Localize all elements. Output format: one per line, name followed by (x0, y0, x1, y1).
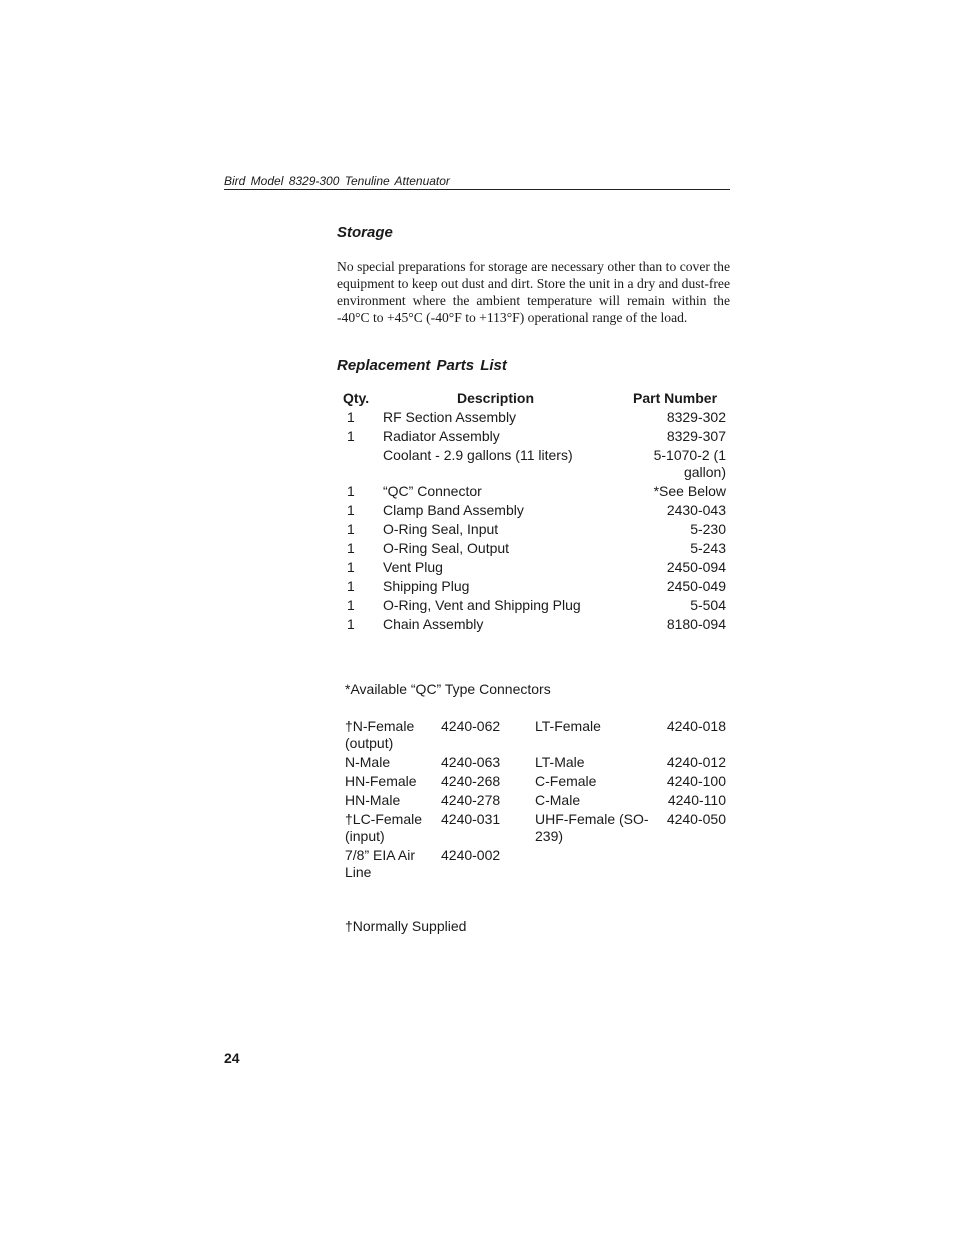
parts-description-cell-text: Coolant - 2.9 gallons (11 liters) (383, 447, 573, 463)
parts-description-cell (383, 616, 633, 635)
parts-row (337, 483, 732, 502)
parts-description-cell-text: RF Section Assembly (383, 409, 517, 425)
connector-part-number-cell: 4240-018 (666, 718, 726, 734)
parts-row (337, 447, 732, 483)
connector-name-cell: LT-Female (535, 718, 601, 734)
parts-part-number-cell-text: 2430-043 (666, 502, 726, 518)
parts-part-number-cell-text: 8329-307 (666, 428, 726, 444)
connector-row (345, 792, 730, 811)
storage-paragraph: No special preparations for storage are necessary other than to cover the equipment to keep out dust and dirt. Store the unit in a dry and dust-free environment where the ambient temperature will remain within the -40°C to +45°C (-40°F to +113°F) operational range of the load. (337, 259, 730, 325)
connector-row (345, 847, 730, 883)
parts-qty-cell-text: 1 (347, 502, 355, 518)
parts-description-cell (383, 578, 633, 597)
parts-description-cell (383, 521, 633, 540)
connector-part-number-cell: 4240-050 (666, 811, 726, 827)
connector-part-number-cell: 4240-031 (441, 811, 501, 827)
parts-qty-cell (337, 578, 383, 597)
page-number: 24 (224, 1050, 240, 1066)
connector-name-cell (535, 847, 649, 883)
parts-qty-cell-text: 1 (347, 409, 355, 425)
parts-qty-cell (337, 521, 383, 540)
parts-qty-cell (337, 616, 383, 635)
parts-row (337, 540, 732, 559)
connector-part-number-cell: 4240-278 (441, 792, 501, 808)
parts-description-cell (383, 597, 633, 616)
parts-qty-cell-text: 1 (347, 597, 355, 613)
parts-table-header (337, 390, 732, 409)
parts-description-cell (383, 428, 633, 447)
storage-heading: Storage (337, 224, 393, 241)
parts-description-cell-text: Chain Assembly (383, 616, 484, 632)
parts-row (337, 428, 732, 447)
parts-qty-cell-text: 1 (347, 540, 355, 556)
parts-part-number-cell (633, 616, 732, 635)
parts-description-cell-text: Vent Plug (383, 559, 443, 575)
parts-description-cell-text: Clamp Band Assembly (383, 502, 524, 518)
parts-description-cell (383, 483, 633, 502)
connectors-table (345, 718, 730, 883)
connector-name-cell: LT-Male (535, 754, 585, 770)
parts-qty-cell-text: 1 (347, 521, 355, 537)
parts-qty-cell (337, 483, 383, 502)
connector-name-cell: HN-Male (345, 792, 401, 808)
parts-description-cell (383, 447, 633, 483)
parts-row (337, 597, 732, 616)
parts-qty-cell (337, 540, 383, 559)
connector-name-cell: N-Male (345, 754, 391, 770)
parts-part-number-cell-text: 2450-049 (666, 578, 726, 594)
parts-description-cell (383, 409, 633, 428)
connector-part-number-cell (649, 847, 730, 883)
parts-qty-cell (337, 428, 383, 447)
parts-part-number-cell-text: 8180-094 (666, 616, 726, 632)
parts-part-number-cell-text: 5-230 (690, 521, 726, 537)
parts-qty-cell (337, 559, 383, 578)
parts-part-number-cell-text: 5-504 (690, 597, 726, 613)
parts-table (337, 390, 732, 635)
connector-part-number-cell: 4240-268 (441, 773, 501, 789)
parts-part-number-cell-text: 5-1070-2 (1 gallon) (653, 447, 726, 480)
running-header: Bird Model 8329-300 Tenuline Attenuator (224, 174, 730, 190)
parts-part-number-cell-text: 5-243 (690, 540, 726, 556)
description-column-header: Description (457, 390, 535, 406)
parts-row (337, 578, 732, 597)
parts-part-number-cell-text: 8329-302 (666, 409, 726, 425)
parts-part-number-cell (633, 578, 732, 597)
parts-part-number-cell-text: *See Below (653, 483, 726, 499)
connector-name-cell: HN-Female (345, 773, 417, 789)
parts-qty-cell-text: 1 (347, 616, 355, 632)
parts-row (337, 521, 732, 540)
parts-part-number-cell (633, 597, 732, 616)
parts-description-cell-text: O-Ring Seal, Input (383, 521, 499, 537)
parts-description-cell-text: Shipping Plug (383, 578, 470, 594)
parts-qty-cell-text: 1 (347, 578, 355, 594)
parts-qty-cell-text: 1 (347, 559, 355, 575)
connector-name-cell: 7/8” EIA Air Line (345, 847, 416, 880)
parts-part-number-cell (633, 540, 732, 559)
parts-description-cell (383, 540, 633, 559)
connector-part-number-cell: 4240-110 (667, 792, 726, 808)
parts-part-number-cell (633, 409, 732, 428)
connector-name-cell: †LC-Female (input) (345, 811, 423, 844)
connector-row (345, 754, 730, 773)
parts-description-cell-text: O-Ring, Vent and Shipping Plug (383, 597, 581, 613)
connector-part-number-cell: 4240-063 (441, 754, 501, 770)
qty-column-header: Qty. (343, 390, 370, 406)
connector-name-cell: UHF-Female (SO-239) (535, 811, 649, 844)
connector-name-cell: †N-Female (output) (345, 718, 415, 751)
parts-row (337, 409, 732, 428)
parts-row (337, 616, 732, 635)
connectors-heading: *Available “QC” Type Connectors (345, 681, 551, 697)
connector-name-cell: C-Female (535, 773, 597, 789)
parts-row (337, 559, 732, 578)
parts-description-cell (383, 502, 633, 521)
connector-part-number-cell: 4240-100 (666, 773, 726, 789)
parts-qty-cell (337, 597, 383, 616)
parts-description-cell-text: Radiator Assembly (383, 428, 500, 444)
parts-part-number-cell (633, 502, 732, 521)
parts-row (337, 502, 732, 521)
parts-part-number-cell (633, 559, 732, 578)
part-number-column-header: Part Number (633, 390, 718, 406)
connector-part-number-cell: 4240-002 (441, 847, 501, 863)
parts-part-number-cell-text: 2450-094 (666, 559, 726, 575)
parts-description-cell-text: O-Ring Seal, Output (383, 540, 510, 556)
parts-description-cell (383, 559, 633, 578)
parts-part-number-cell (633, 447, 732, 483)
parts-description-cell-text: “QC” Connector (383, 483, 482, 499)
parts-list-heading: Replacement Parts List (337, 357, 507, 374)
connector-part-number-cell: 4240-012 (666, 754, 726, 770)
parts-qty-cell-text: 1 (347, 428, 355, 444)
normally-supplied-footnote: †Normally Supplied (345, 918, 467, 934)
parts-qty-cell (337, 502, 383, 521)
parts-qty-cell (337, 447, 383, 483)
parts-part-number-cell (633, 521, 732, 540)
connector-part-number-cell: 4240-062 (441, 718, 501, 734)
parts-part-number-cell (633, 483, 732, 502)
connector-name-cell: C-Male (535, 792, 581, 808)
connector-row (345, 811, 730, 847)
connector-row (345, 773, 730, 792)
parts-qty-cell-text: 1 (347, 483, 355, 499)
connector-row (345, 718, 730, 754)
parts-part-number-cell (633, 428, 732, 447)
parts-qty-cell (337, 409, 383, 428)
